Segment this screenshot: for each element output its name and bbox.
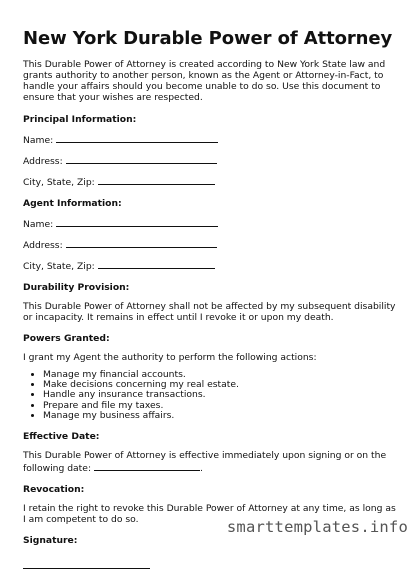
effective-date-line[interactable] — [94, 461, 200, 471]
effective-period: . — [199, 463, 203, 475]
list-item: • Prepare and file my taxes. — [43, 401, 398, 411]
list-item: • Manage my business affairs. — [43, 411, 398, 421]
effective-paragraph — [23, 450, 398, 474]
principal-address-label: Address: — [23, 156, 63, 167]
agent-city-label: City, State, Zip: — [23, 261, 95, 272]
durability-paragraph: This Durable Power of Attorney shall not be affected by my subsequent disability or incapacity. It remains in effect until I revoke it or upon my death. — [23, 301, 396, 323]
watermark: smarttemplates.info — [226, 518, 408, 536]
agent-name-line[interactable] — [56, 217, 218, 227]
principal-heading: Principal Information: — [23, 114, 137, 125]
principal-city-field — [23, 175, 398, 188]
agent-name-label: Name: — [23, 219, 54, 230]
principal-name-field — [23, 133, 398, 146]
list-item: • Handle any insurance transactions. — [43, 390, 398, 400]
agent-city-field — [23, 259, 398, 272]
list-item: • Make decisions concerning my real estate. — [43, 380, 398, 390]
agent-city-line[interactable] — [98, 259, 215, 269]
powers-heading: Powers Granted: — [23, 333, 110, 344]
agent-name-field — [23, 217, 398, 230]
intro-paragraph: This Durable Power of Attorney is created according to New York State law and grants authority to another person, known as the Agent or Attorney-in-Fact, to handle your affairs should you become unable to do so. Use this document to ensure that your wishes are respected. — [23, 59, 386, 103]
effective-heading: Effective Date: — [23, 431, 100, 443]
effective-text: This Durable Power of Attorney is effective immediately upon signing or on the following date: — [23, 450, 387, 475]
powers-list — [23, 370, 398, 421]
principal-city-line[interactable] — [98, 175, 215, 185]
document-title: New York Durable Power of Attorney — [23, 28, 393, 49]
list-item: • Manage my financial accounts. — [43, 370, 398, 380]
agent-address-line[interactable] — [66, 238, 217, 248]
durability-heading: Durability Provision: — [23, 282, 130, 293]
revocation-paragraph: I retain the right to revoke this Durable Power of Attorney at any time, as long as I am competent to do so. — [23, 503, 396, 526]
principal-address-line[interactable] — [66, 154, 217, 164]
revocation-heading: Revocation: — [23, 484, 85, 496]
principal-name-label: Name: — [23, 135, 54, 146]
agent-heading: Agent Information: — [23, 198, 122, 209]
agent-address-label: Address: — [23, 240, 63, 251]
principal-address-field — [23, 154, 398, 167]
signature-heading: Signature: — [23, 535, 78, 547]
agent-address-field — [23, 238, 398, 251]
principal-name-line[interactable] — [56, 133, 218, 143]
powers-paragraph: I grant my Agent the authority to perform the following actions: — [23, 352, 317, 363]
principal-city-label: City, State, Zip: — [23, 177, 95, 188]
document-page — [23, 28, 398, 569]
